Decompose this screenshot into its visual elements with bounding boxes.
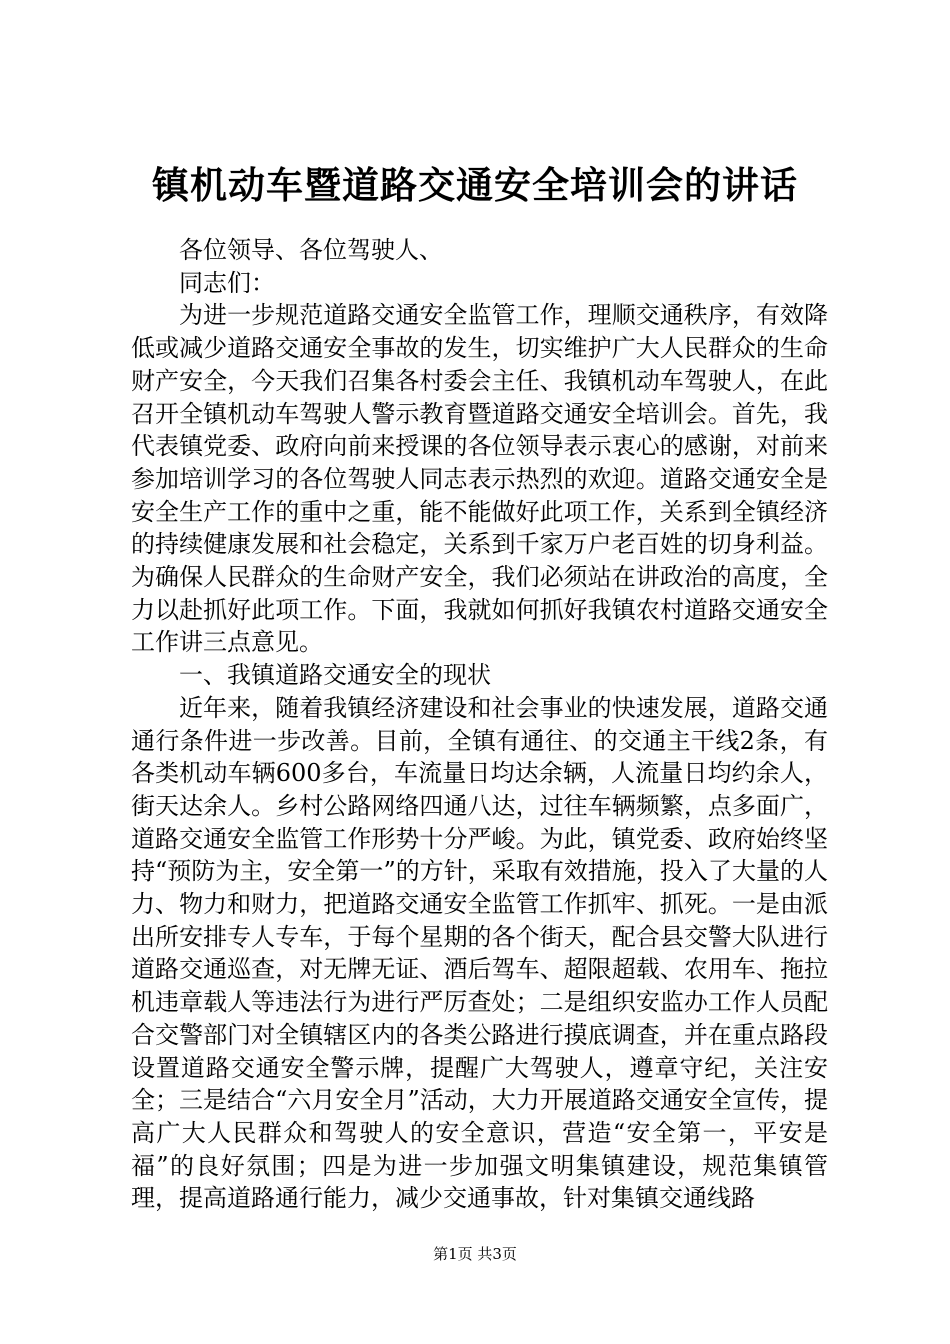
section-heading-1: 一、我镇道路交通安全的现状 [179,661,491,690]
intro-paragraph: 为进一步规范道路交通安全监管工作，理顺交通秩序，有效降低或减少道路交通安全事故的发生，切实维护广大人民群众的生命财产安全，今天我们召集各村委会主任、我镇机动车驾驶人，在此召开全镇机动车驾驶人警示教育暨道路交通安全培训会。首先，我代表镇党委、政府向前来授课的各位领导表示衷心的感谢，对前来参加培训学习的各位驾驶人同志表示热烈的欢迎。道路交通安全是安全生产工作的重中之重，能不能做好此项工作，关系到全镇经济的持续健康发展和社会稳定，关系到千家万户老百姓的切身利益。为确保人民群众的生命财产安全，我们必须站在讲政治的高度，全力以赴抓好此项工作。下面，我就如何抓好我镇农村道路交通安全工作讲三点意见。 [131,301,828,657]
document-title: 镇机动车暨道路交通安全培训会的讲话 [152,163,798,207]
status-paragraph: 近年来，随着我镇经济建设和社会事业的快速发展，道路交通通行条件进一步改善。目前，全镇有通往、的交通主干线2条，有各类机动车辆600多台，车流量日均达余辆，人流量日均约余人，街天达余人。乡村公路网络四通八达，过往车辆频繁，点多面广，道路交通安全监管工作形势十分严峻。为此，镇党委、政府始终坚持“预防为主，安全第一”的方针，采取有效措施，投入了大量的人力、物力和财力，把道路交通安全监管工作抓牢、抓死。一是由派出所安排专人专车，于每个星期的各个街天，配合县交警大队进行道路交通巡查，对无牌无证、酒后驾车、超限超载、农用车、拖拉机违章载人等违法行为进行严厉查处；二是组织安监办工作人员配合交警部门对全镇辖区内的各类公路进行摸底调查，并在重点路段设置道路交通安全警示牌，提醒广大驾驶人，遵章守纪，关注安全；三是结合“六月安全月”活动，大力开展道路交通安全宣传，提高广大人民群众和驾驶人的安全意识，营造“安全第一，平安是福”的良好氛围；四是为进一步加强文明集镇建设，规范集镇管理，提高道路通行能力，减少交通事故，针对集镇交通线路 [131,693,828,1213]
page-number-footer: 第1页 共3页 [433,1245,517,1263]
salutation-line-1: 各位领导、各位驾驶人、 [179,236,443,264]
document-body [131,234,828,1215]
salutation-line-2: 同志们： [179,268,275,297]
